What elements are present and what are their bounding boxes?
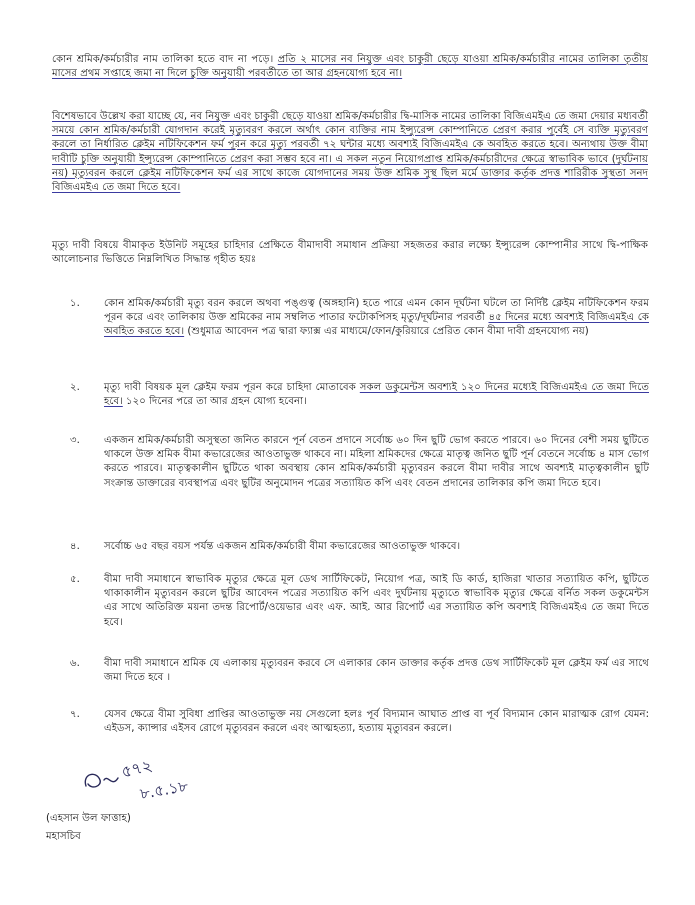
list-item-number: ১. — [70, 298, 80, 309]
list-item-text-a: কোন শ্রমিক/কর্মচারী মৃত্যু বরন করলে অথবা পঙ্গুত্ব (অঙ্গহানি) হতে পারে এমন কোন দূর্ঘটনা ঘটলে তা নির্দিষ্ট ক্লেইম নটিফিকেশন ফরম পূরন করে এবং তালিকায় উক্ত শ্রমিকের নাম সম্বলিত পাতার ফটোকপিসহ মৃত্যু/দূর্ঘটনার পরবর্তী — [104, 298, 649, 324]
list-item-text — [104, 540, 649, 554]
intro-text: কোন শ্রমিক/কর্মচারীর নাম তালিকা হতে বাদ না পড়ে। — [52, 54, 278, 65]
list-item-number: ৩. — [70, 435, 80, 446]
signer-title: মহাসচিব — [46, 831, 81, 842]
list-item-text — [104, 708, 649, 736]
handwritten-signature — [78, 744, 228, 804]
list-item-text-a: সর্বোচ্চ ৬৫ বছর বয়স পর্যন্ত একজন শ্রমিক/কর্মচারী বীমা কভারেজের আওতাভুক্ত থাকবে। — [104, 541, 461, 552]
special-note-text: বিশেষভাবে উল্লেখ করা যাচ্ছে যে, নব নিযুক্ত এবং চাকুরী ছেড়ে যাওয়া শ্রমিক/কর্মচারীর দ্বি-মাসিক নামের তালিকা বিজিএমইএ তে জমা দেয়ার মধ্যবর্তী সময়ে কোন শ্রমিক/কর্মচারী যোগদান করেই মৃত্যুবরণ করলে অর্থাৎ কোন ব্যক্তির নাম ইন্স্যুরেন্স কোম্পানিতে প্রেরণ করার পূর্বেই সে ব্যক্তি মৃত্যুবরণ করলে তা নির্ধারিত ক্লেইম নটিফিকেশন ফর্ম পূরন করে মৃত্যু পরবর্তী ৭২ ঘন্টার মধ্যে অবশ্যই বিজিএমইএ কে অবহিত করতে হবে। অন্যথায় উক্ত বীমা দাবীটি চুক্তি অনুযায়ী ইন্স্যুরেন্স কোম্পানিতে প্রেরণ করা সম্ভব হবে না। এ সকল নতুন নিয়োগপ্রাপ্ত শ্রমিক/কর্মচারীদের ক্ষেত্রে স্বাভাবিক ভাবে (দুর্ঘটনায় নয়) মৃত্যুবরন করলে ক্লেইম নটিফিকেশন ফর্ম এর সাথে কাজে যোগদানের সময় উক্ত শ্রমিক সুস্থ ছিল মর্মে ডাক্তার কর্তৃক প্রদত্ত শারিরীক সুস্থতা সনদ বিজিএমইএ তে জমা দিতে হবে। — [52, 111, 648, 194]
list-item-text-a: বীমা দাবী সমাধানে শ্রমিক যে এলাকায় মৃত্যুবরন করবে সে এলাকার কোন ডাক্তার কর্তৃক প্রদত্ত ডেথ সার্টিফিকেট মূল ক্লেইম ফর্ম এর সাথে জমা দিতে হবে । — [104, 658, 649, 684]
list-item-text-a: বীমা দাবী সমাধানে স্বাভাবিক মৃত্যুর ক্ষেত্রে মূল ডেথ সার্টিফিকেট, নিয়োগ পত্র, আই ডি কার্ড, হাজিরা খাতার সত্যায়িত কপি, ছুটিতে থাকাকালীন মৃত্যুবরন করলে ছুটির আবেদন পত্রের সত্যায়িত কপি এবং দুর্ঘটনায় মৃত্যুতে স্বাভাবিক মৃত্যুর ক্ষেত্রে বর্নিত সকল ডকুমেন্টস এর সাথে অতিরিক্ত ময়না তদন্ত রিপোর্ট/ওয়েভার এবং এফ. আই. আর রিপোর্ট এর সত্যায়িত কপি অবশ্যই বিজিএমইএ তে জমা দিতে হবে। — [104, 574, 649, 628]
list-item-text — [104, 434, 649, 491]
list-item-text — [104, 297, 649, 340]
list-item-text-a: মৃত্যু দাবী বিষয়ক মূল ক্লেইম ফরম পূরন করে চাহিদা মোতাবেক — [104, 382, 360, 393]
list-item-number: ৬. — [70, 658, 80, 669]
list-item-text-a: যেসব ক্ষেত্রে বীমা সুবিধা প্রাপ্তির আওতাভুক্ত নয় সেগুলো হলঃ পূর্ব বিদ্যমান আঘাত প্রাপ্ত বা পূর্ব বিদ্যমান কোন মারাত্মক রোগ যেমন: এইডস, ক্যান্সার এইসব রোগে মৃত্যুবরন করলে এবং আত্মহত্যা, হত্যায় মৃত্যুবরন করলে। — [104, 709, 649, 735]
list-item-text-a: একজন শ্রমিক/কর্মচারী অসুস্থতা জনিত কারনে পূর্ন বেতন প্রদানে সর্বোচ্চ ৬০ দিন ছুটি ভোগ করতে পারবে। ৬০ দিনের বেশী সময় ছুটিতে থাকলে উক্ত শ্রমিক বীমা কভারেজের আওতাভুক্ত থাকবে না। মহিলা শ্রমিকদের ক্ষেত্রে মাতৃত্ব জনিত ছুটি পূর্ন বেতনে সর্বোচ্চ ৪ মাস ভোগ করতে পারবে। মাতৃত্বকালীন ছুটিতে থাকা অবস্থায় কোন শ্রমিক/কর্মচারী মৃত্যুবরন করলে বীমা দাবীর সাথে অবশ্যই মাতৃত্বকালীন ছুটি সংক্রান্ত ডাক্তারের ব্যবস্থাপত্র এবং ছুটির অনুমোদন পত্রের সত্যায়িত কপি এবং বেতন প্রদানের তালিকার কপি জমা দিতে হবে। — [104, 435, 649, 489]
list-item-underlined: সকল ডকুমেন্টস অবশ্যই ১২০ দিনের মধ্যেই বিজিএমইএ তে জমা দিতে হবে। — [104, 382, 649, 408]
list-item-text-b: ১২০ দিনের পরে তা আর গ্রহন যোগ্য হবেনা। — [122, 396, 307, 408]
list-item-text — [104, 573, 649, 630]
intro-paragraph — [52, 53, 648, 81]
list-item-underlined: ৪৫ দিনের মধ্যে অবশ্যই বিজিএমইএ কে অবহিত করতে হবে। — [104, 312, 649, 338]
death-claims-intro-text: মৃত্যু দাবী বিষয়ে বীমাকৃত ইউনিট সমূহের চাহিদার প্রেক্ষিতে বীমাদাবী সমাধান প্রক্রিয়া সহজতর করার লক্ষ্যে ইন্স্যুরেন্স কোম্পানীর সাথে দ্বি-পাক্ষিক আলোচনার ভিত্তিতে নিম্নলিখিত সিদ্ধান্ত গৃহীত হয়ঃ — [52, 240, 648, 266]
list-item-number: ৫. — [70, 574, 80, 585]
signature-date: ৮.৫.১৮ — [138, 776, 190, 804]
signature-scrawl-icon — [78, 744, 228, 804]
intro-underlined-text: প্রতি ২ মাসের নব নিযুক্ত এবং চাকুরী ছেড়ে যাওয়া শ্রমিক/কর্মচারীর নামের তালিকা তৃতীয় মাসের প্রথম সপ্তাহে জমা না দিলে চুক্তি অনুযায়ী পরবর্তীতে তা আর গ্রহনযোগ্য হবে না। — [52, 54, 648, 80]
list-item-text — [104, 381, 649, 409]
death-claims-intro — [52, 239, 648, 267]
list-item-number: ২. — [70, 382, 80, 393]
list-item-number: ৪. — [70, 541, 80, 552]
list-item-number: ৭. — [70, 709, 80, 720]
signature-ref: ৫৭২ — [119, 755, 155, 782]
special-note-paragraph — [52, 110, 648, 195]
list-item-text-b: (শুধুমাত্র আবেদন পত্র দ্বারা ফ্যাক্স এর মাধ্যমে/ফোন/কুরিয়ারে প্রেরিত কোন বীমা দাবী গ্রহনযোগ্য নয়) — [184, 326, 589, 338]
signer-name: (এহসান উল ফাত্তাহ) — [46, 813, 131, 824]
list-item-text — [104, 657, 649, 685]
